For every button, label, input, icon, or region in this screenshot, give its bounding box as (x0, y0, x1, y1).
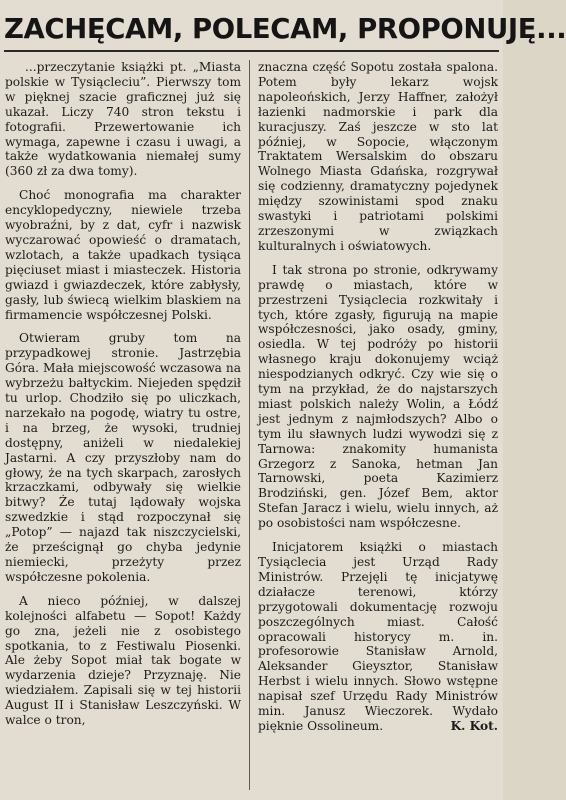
paragraph-monograph: Choć monografia ma charakter encyklopedyczny, niewiele trzeba wyobraźni, by z dat, cyfr i nazwisk wyczarować opowieść o dramatach, wzlotach, a także upadkach tysiąca pięciuset miast i miasteczek. Historia gwiazd i gwiazdeczek, które zabłysły, gasły, lub świecą wielkim blaskiem na firmamencie współczesnej Polski. (5, 188, 241, 322)
paragraph-initiator (258, 540, 498, 734)
right-column (258, 60, 498, 794)
paragraph-initiator-text: Inicjatorem książki o miastach Tysiąclecia jest Urząd Rady Ministrów. Przejęli tę inicjatywę działacze terenowi, którzy przygotowali dokumentację rozwoju poszczególnych miast. Całość opracowali historycy m. in. profesorowie Stanisław Arnold, Aleksander Gieysztor, Stanisław Herbst i wielu innych. Słowo wstępne napisał szef Urzędu Rady Ministrów min. Janusz Wieczorek. Wydało pięknie Ossolineum. (258, 540, 498, 733)
left-column (5, 60, 241, 794)
paragraph-sopot-continued: znaczna część Sopotu została spalona. Potem były lekarz wojsk napoleońskich, Jerzy Haffner, założył łazienki nadmorskie i park dla kuracjuszy. Zaś jeszcze w sto lat później, w Sopocie, włączonym Traktatem Wersalskim do obszaru Wolnego Miasta Gdańska, rozgrywał się codzienny, dramatyczny pojedynek między szowinistami spod znaku swastyki i patriotami polskimi zrzeszonymi w związkach kulturalnych i oświatowych. (258, 60, 498, 253)
column-divider (249, 60, 250, 790)
author-signature: K. Kot. (450, 718, 498, 733)
paragraph-discoveries: I tak strona po stronie, odkrywamy prawdę o miastach, które w przestrzeni Tysiąclecia rozkwitały i tych, które zgasły, figurują na mapie współczesności, jako osady, gminy, osiedla. W tej podróży po historii własnego kraju dokonujemy wciąż niespodzianych odkryć. Czy wie się o tym na przykład, że do najstarszych miast polskich należy Wolin, a Łódź jest jednym z najmłodszych? Albo o tym ilu sławnych ludzi wywodzi się z Tarnowa: znakomity humanista Grzegorz z Sanoka, hetman Jan Tarnowski, poeta Kazimierz Brodziński, gen. Józef Bem, aktor Stefan Jaracz i wielu, wielu innych, aż po osobistości nam współczesne. (258, 262, 498, 531)
paragraph-intro: ...przeczytanie książki pt. „Miasta polskie w Tysiącleciu”. Pierwszy tom w pięknej szacie graficznej już się ukazał. Liczy 740 stron tekstu i fotografii. Przewertowanie ich wymaga, zapewne i czasu i uwagi, a także wydatkowania niemałej sumy (360 zł za dwa tomy). (5, 60, 241, 179)
headline-rule (4, 50, 499, 52)
article-headline: ZACHĘCAM, POLECAM, PROPONUJĘ... (4, 13, 566, 45)
paragraph-jastrzebia-gora: Otwieram gruby tom na przypadkowej stronie. Jastrzębia Góra. Mała miejscowość wczasowa na wybrzeżu bałtyckim. Niejeden spędził tu urlop. Chodziło się po uliczkach, narzekało na pogodę, wiatry tu ostre, i na brzeg, że wysoki, trudniej dostępny, aniżeli w niedalekiej Jastarni. A czy przyszłoby nam do głowy, że na tych skarpach, zarosłych krzaczkami, odbywały się wielkie bitwy? Że tutaj lądowały wojska szwedzkie i stąd rozpoczynał się „Potop” — najazd tak niszczycielski, że prześcignął go chyba jedynie niemiecki, przeżyty przez współczesne pokolenia. (5, 331, 241, 584)
paragraph-sopot: A nieco później, w dalszej kolejności alfabetu — Sopot! Każdy go zna, jeżeli nie z osobistego spotkania, to z Festiwalu Piosenki. Ale żeby Sopot miał tak bogate w wydarzenia dzieje? Przyznaję. Nie wiedziałem. Zapisali się w tej historii August II i Stanisław Leszczyński. W walce o tron, (5, 593, 241, 728)
